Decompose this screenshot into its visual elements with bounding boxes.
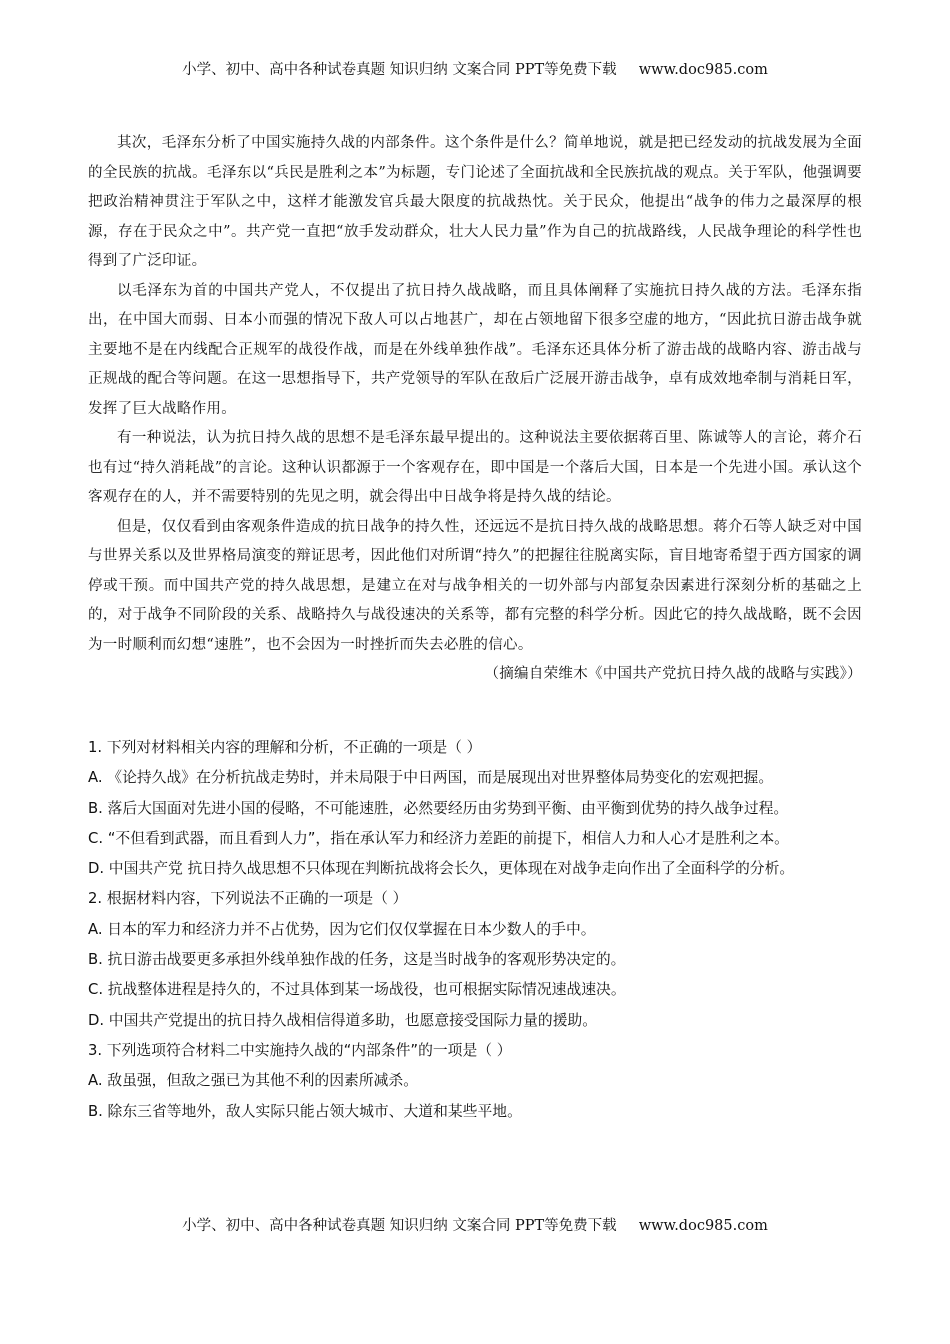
question-1-option-b: B. 落后大国面对先进小国的侵略，不可能速胜，必然要经历由劣势到平衡、由平衡到优势的持久战争过程。	[88, 799, 789, 817]
question-2-stem: 2. 根据材料内容，下列说法不正确的一项是（ ）	[88, 890, 408, 908]
question-1-option-d: D. 中国共产党 抗日持久战思想不只体现在判断抗战将会长久，更体现在对战争走向作出了全面科学的分析。	[88, 860, 795, 878]
header-url-link[interactable]: www.doc985.com	[638, 62, 768, 78]
question-3-option-a: A. 敌虽强，但敌之强已为其他不利的因素所减杀。	[88, 1072, 419, 1090]
question-1-option-a: A. 《论持久战》在分析抗战走势时，并未局限于中日两国，而是展现出对世界整体局势变化的宏观把握。	[88, 769, 774, 787]
page-footer	[0, 1214, 950, 1235]
question-3-stem: 3. 下列选项符合材料二中实施持久战的“内部条件”的一项是（ ）	[88, 1041, 512, 1059]
passage-paragraph: 有一种说法，认为抗日持久战的思想不是毛泽东最早提出的。这种说法主要依据蒋百里、陈诚等人的言论，蒋介石也有过“持久消耗战”的言论。这种认识都源于一个客观存在，即中国是一个落后大国，日本是一个先进小国。承认这个客观存在的人，并不需要特别的先见之明，就会得出中日战争将是持久战的结论。	[88, 430, 862, 505]
footer-url-link[interactable]: www.doc985.com	[638, 1218, 768, 1234]
question-2-option-c: C. 抗战整体进程是持久的，不过具体到某一场战役，也可根据实际情况速战速决。	[88, 981, 626, 999]
question-1-stem: 1. 下列对材料相关内容的理解和分析，不正确的一项是（ ）	[88, 739, 482, 756]
passage-paragraph: 以毛泽东为首的中国共产党人，不仅提出了抗日持久战战略，而且具体阐释了实施抗日持久战的方法。毛泽东指出，在中国大而弱、日本小而强的情况下敌人可以占地甚广，却在占领地留下很多空虚的地方，“因此抗日游击战争就主要地不是在内线配合正规军的战役作战，而是在外线单独作战”。毛泽东还具体分析了游击战的战略内容、游击战与正规战的配合等问题。在这一思想指导下，共产党领导的军队在敌后广泛展开游击战争，卓有成效地牵制与消耗日军，发挥了巨大战略作用。	[88, 282, 862, 417]
passage-paragraph: 但是，仅仅看到由客观条件造成的抗日战争的持久性，还远远不是抗日持久战的战略思想。蒋介石等人缺乏对中国与世界关系以及世界格局演变的辩证思考，因此他们对所谓“持久”的把握往往脱离实际，盲目地寄希望于西方国家的调停或干预。而中国共产党的持久战思想，是建立在对与战争相关的一切外部与内部复杂因素进行深刻分析的基础之上的，对于战争不同阶段的关系、战略持久与战役速决的关系等，都有完整的科学分析。因此它的持久战战略，既不会因为一时顺利而幻想“速胜”，也不会因为一时挫折而失去必胜的信心。	[88, 518, 862, 653]
question-2-option-a: A. 日本的军力和经济力并不占优势，因为它们仅仅掌握在日本少数人的手中。	[88, 920, 596, 938]
passage-source: （摘编自荣维木《中国共产党抗日持久战的战略与实践》）	[484, 666, 862, 682]
passage-paragraph: 其次，毛泽东分析了中国实施持久战的内部条件。这个条件是什么？简单地说，就是把已经发动的抗战发展为全面的全民族的抗战。毛泽东以“兵民是胜利之本”为标题，专门论述了全面抗战和全民族抗战的观点。关于军队，他强调要把政治精神贯注于军队之中，这样才能激发官兵最大限度的抗战热忱。关于民众，他提出“战争的伟力之最深厚的根源，存在于民众之中”。共产党一直把“放手发动群众，壮大人民力量”作为自己的抗战路线，人民战争理论的科学性也得到了广泛印证。	[88, 135, 862, 269]
question-1-option-c: C. “不但看到武器，而且看到人力”，指在承认军力和经济力差距的前提下，相信人力和人心才是胜利之本。	[88, 829, 789, 847]
question-2-option-d: D. 中国共产党提出的抗日持久战相信得道多助，也愿意接受国际力量的援助。	[88, 1011, 598, 1029]
question-list	[88, 733, 866, 1127]
question-2-option-b: B. 抗日游击战要更多承担外线单独作战的任务，这是当时战争的客观形势决定的。	[88, 951, 626, 969]
footer-text: 小学、初中、高中各种试卷真题 知识归纳 文案合同 PPT等免费下载	[182, 1218, 617, 1234]
page-header	[0, 58, 950, 79]
question-3-option-b: B. 除东三省等地外，敌人实际只能占领大城市、大道和某些平地。	[88, 1102, 522, 1120]
reading-passage	[88, 129, 862, 690]
header-text: 小学、初中、高中各种试卷真题 知识归纳 文案合同 PPT等免费下载	[182, 62, 617, 78]
